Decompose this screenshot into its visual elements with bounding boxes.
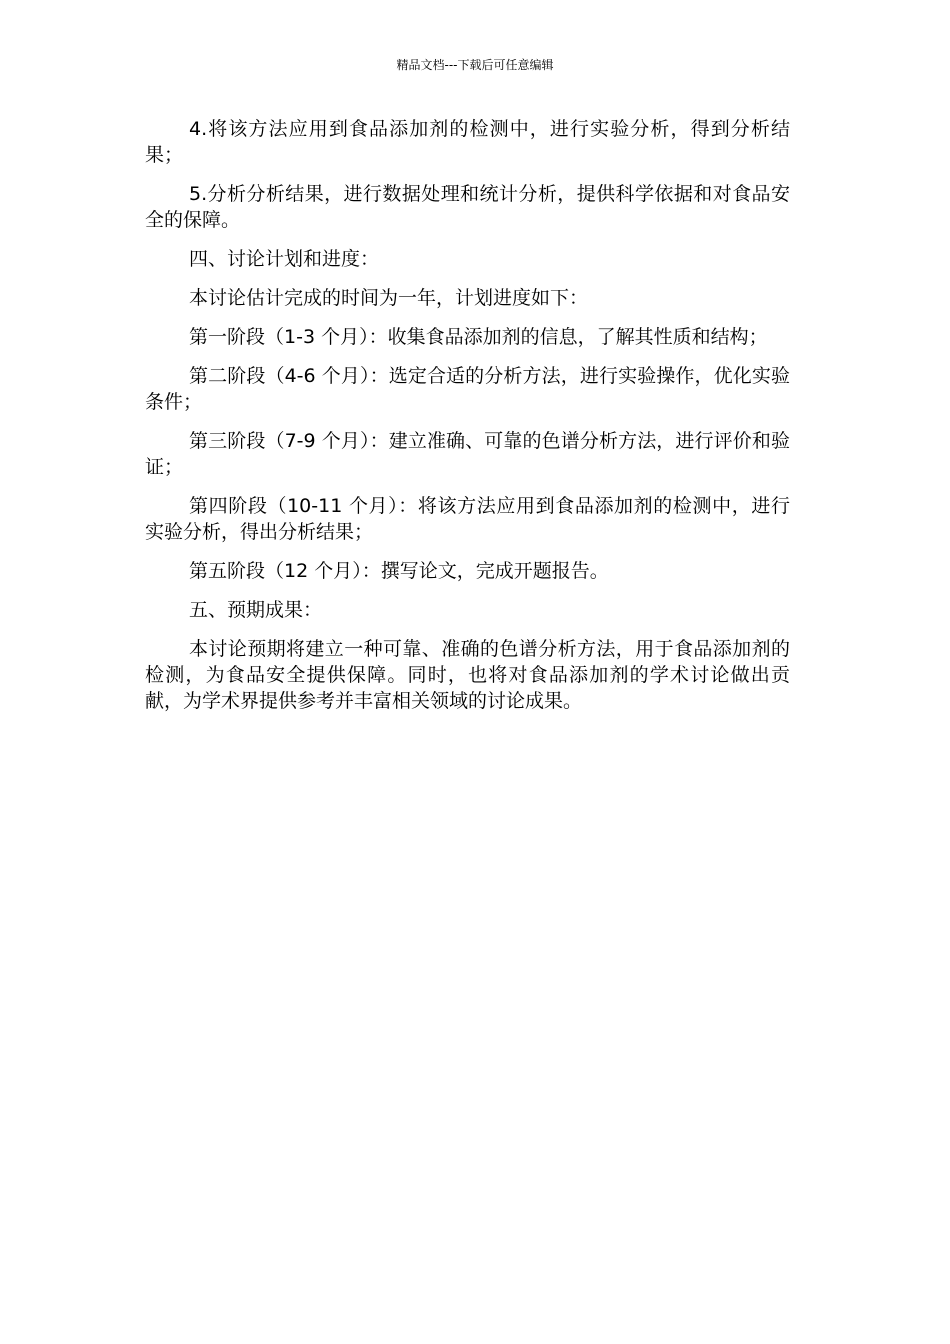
paragraph-phase-1: 第一阶段（1-3 个月）：收集食品添加剂的信息，了解其性质和结构；: [189, 326, 768, 348]
paragraph-step-4: 4.将该方法应用到食品添加剂的检测中，进行实验分析，得到分析结果；: [145, 118, 790, 166]
section-heading-outcomes: 五、预期成果：: [189, 599, 323, 621]
document-body: [145, 116, 790, 727]
paragraph-phase-2: 第二阶段（4-6 个月）：选定合适的分析方法，进行实验操作，优化实验条件；: [145, 365, 790, 413]
paragraph-phase-4: 第四阶段（10-11 个月）：将该方法应用到食品添加剂的检测中，进行实验分析，得出分析结果；: [145, 495, 790, 543]
paragraph-phase-5: 第五阶段（12 个月）：撰写论文，完成开题报告。: [189, 560, 609, 582]
paragraph-outcomes: 本讨论预期将建立一种可靠、准确的色谱分析方法，用于食品添加剂的检测，为食品安全提供保障。同时，也将对食品添加剂的学术讨论做出贡献，为学术界提供参考并丰富相关领域的讨论成果。: [145, 638, 790, 712]
paragraph-schedule-intro: 本讨论估计完成的时间为一年，计划进度如下：: [189, 287, 589, 309]
page-header: 精品文档---下载后可任意编辑: [396, 58, 554, 72]
paragraph-phase-3: 第三阶段（7-9 个月）：建立准确、可靠的色谱分析方法，进行评价和验证；: [145, 430, 790, 478]
section-heading-schedule: 四、讨论计划和进度：: [189, 248, 380, 270]
paragraph-step-5: 5.分析分析结果，进行数据处理和统计分析，提供科学依据和对食品安全的保障。: [145, 183, 790, 231]
